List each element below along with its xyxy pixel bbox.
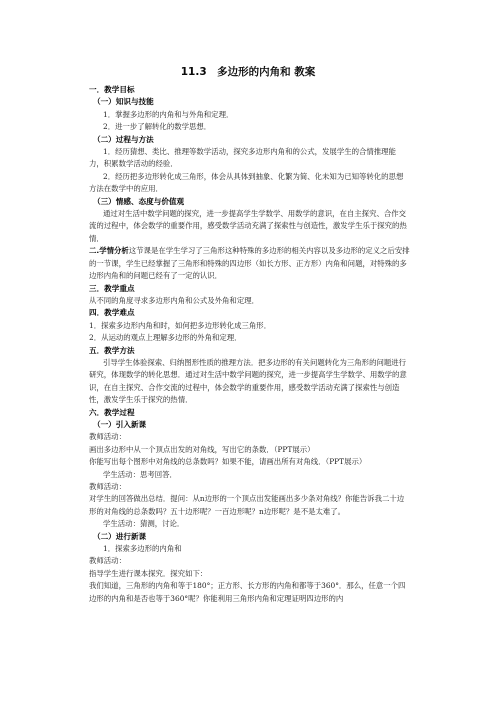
- subsection-heading: （二）过程与方法: [93, 134, 154, 144]
- paragraph: 1．探索多边形内角和时，如何把多边形转化成三角形．: [89, 320, 272, 330]
- section-heading: 六．教学过程: [89, 407, 135, 417]
- paragraph: 我们知道，三角形的内角和等于180°；正方形、长方形的内角和都等于360°．那么，任意一个四边形的内角和是否也等于360°呢？你能利用三角形内角和定理证明四边形的内: [89, 581, 406, 603]
- paragraph: [89, 245, 410, 282]
- paragraph: 2．从运动的观点上理解多边形的外角和定理．: [89, 333, 242, 343]
- paragraph: 教师活动：: [89, 556, 126, 566]
- paragraph: 指导学生进行课本探究．探究如下：: [89, 568, 208, 578]
- section-heading: 三．教学重点: [89, 283, 135, 293]
- paragraph: 画出多边形中从一个顶点出发的对角线，写出它的条数．（PPT展示）: [89, 444, 315, 454]
- paragraph: 1．探索多边形的内角和: [103, 544, 182, 554]
- paragraph: 你能写出每个图形中对角线的总条数吗？如果不能，请画出所有对角线．（PPT展示）: [89, 457, 367, 467]
- paragraph: 学生活动：猜测，讨论．: [103, 519, 185, 529]
- section-heading: 一．教学目标: [89, 85, 135, 94]
- subsection-heading: （一）引入新课: [93, 419, 147, 429]
- paragraph: 从不同的角度寻求多边形内角和公式及外角和定理．: [89, 295, 259, 305]
- section-heading: 四．教学难点: [89, 308, 135, 318]
- subsection-heading: （二）进行新课: [93, 531, 147, 541]
- paragraph: 2．进一步了解转化的数学思想．: [103, 122, 212, 132]
- paragraph: 教师活动：: [89, 482, 126, 491]
- paragraph: 教师活动：: [89, 432, 126, 442]
- document-title: 11.3 多边形的内角和 教案: [180, 66, 316, 78]
- section-heading: 二.学情分析: [89, 246, 129, 256]
- paragraph: 学生活动：思考回答．: [103, 469, 177, 479]
- paragraph-text: 这节课是在学生学习了三角形这种特殊的多边形的相关内容以及多边形的定义之后安排的一节课，学生已经掌握了三角形和特殊的四边形（如长方形、正方形）内角和问题，对特殊的多边形内角和的问题已经有了一定的认识．: [89, 246, 410, 281]
- subsection-heading: （一）知识与技能: [93, 97, 154, 107]
- document-body: [89, 84, 410, 605]
- paragraph: 通过对生活中数学问题的探究，进一步提高学生学数学、用数学的意识，在自主探究、合作交流的过程中，体会数学的重要作用，感受数学活动充满了探索性与创造性，激发学生乐于探究的热情．: [89, 209, 407, 243]
- paragraph: 1．经历猜想、类比、推理等数学活动，探究多边形内角和的公式，发展学生的合情推理能力，积累数学活动的经验．: [89, 147, 396, 169]
- paragraph: 引导学生体验探索、归纳图形性质的推理方法．把多边形的有关问题转化为三角形的问题进行研究，体现数学的转化思想．通过对生活中数学问题的探究，进一步提高学生学数学、用数学的意识，在自主探究、合作交流的过程中，体会数学的重要作用，感受数学活动充满了探索性与创造性，激发学生乐于探究的热情．: [89, 357, 407, 405]
- section-heading: 五．教学方法: [89, 345, 135, 355]
- paragraph: 1．掌握多边形的内角和与外角和定理．: [103, 109, 234, 119]
- paragraph: 2．经历把多边形转化成三角形，体会从具体到抽象、化繁为简、化未知为已知等转化的思想方法在数学中的应用．: [89, 171, 404, 194]
- subsection-heading: （三）情感、态度与价值观: [93, 196, 185, 206]
- paragraph: 对学生的回答做出总结．提问：从n边形的一个顶点出发能画出多少条对角线？你能告诉我二十边形的对角线的总条数吗？五十边形呢？一百边形呢？n边形呢？是不是太难了。: [89, 494, 405, 516]
